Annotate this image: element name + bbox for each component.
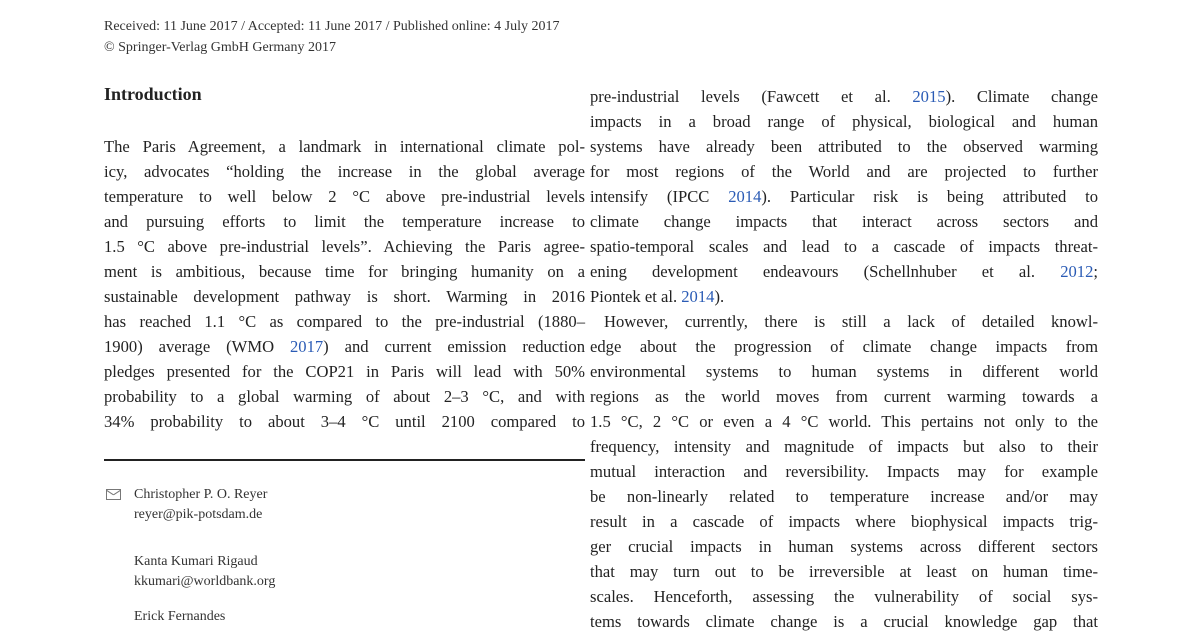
copyright: © Springer-Verlag GmbH Germany 2017: [104, 40, 336, 55]
author-1: [134, 552, 275, 592]
text-segment: tems towards climate change is a crucial knowledge gap that: [590, 612, 1098, 631]
text-segment: result in a cascade of impacts where biophysical impacts trig-: [590, 512, 1098, 531]
text-segment: However, currently, there is still a lack of detailed knowl-: [604, 312, 1098, 331]
text-line: [590, 411, 1098, 433]
author-name: Kanta Kumari Rigaud: [134, 554, 258, 569]
text-line: [590, 236, 1098, 258]
text-line: [590, 511, 1098, 533]
text-line: [590, 461, 1098, 483]
text-line: [590, 361, 1098, 383]
text-line: [104, 236, 585, 258]
text-segment: has reached 1.1 °C as compared to the pre-industrial (1880–: [104, 312, 585, 331]
text-segment: ).: [714, 287, 725, 306]
text-segment: 1.5 °C, 2 °C or even a 4 °C world. This pertains not only to the: [590, 412, 1098, 431]
text-line: [104, 186, 585, 208]
text-line: [104, 311, 585, 333]
text-segment: ;: [1093, 262, 1098, 281]
text-line: [590, 536, 1098, 558]
publication-dates: Received: 11 June 2017 / Accepted: 11 June 2017 / Published online: 4 July 2017: [104, 19, 560, 34]
text-line: [590, 336, 1098, 358]
citation-link[interactable]: 2017: [289, 337, 324, 356]
text-segment: regions as the world moves from current warming towards a: [590, 387, 1098, 406]
text-segment: 1900) average (WMO: [104, 337, 290, 356]
text-segment: icy, advocates “holding the increase in the global average: [104, 162, 585, 181]
text-segment: mutual interaction and reversibility. Impacts may for example: [590, 462, 1098, 481]
text-segment: Piontek et al.: [590, 287, 682, 306]
citation-link[interactable]: 2014: [681, 287, 715, 306]
citation-link[interactable]: 2014: [728, 187, 762, 206]
text-line: [590, 186, 1098, 208]
text-segment: probability to a global warming of about 2–3 °C, and with: [104, 387, 585, 406]
text-segment: 34% probability to about 3–4 °C until 2100 compared to: [104, 412, 585, 431]
text-line: [590, 211, 1098, 233]
text-line: [590, 161, 1098, 183]
citation-link[interactable]: 2015: [912, 87, 946, 106]
text-segment: ger crucial impacts in human systems across different sectors: [590, 537, 1098, 556]
text-segment: climate change impacts that interact across sectors and: [590, 212, 1098, 231]
text-segment: The Paris Agreement, a landmark in international climate pol-: [104, 137, 585, 156]
text-line: [590, 436, 1098, 458]
text-segment: 1.5 °C above pre-industrial levels”. Achieving the Paris agree-: [104, 237, 585, 256]
text-line: [104, 336, 585, 358]
author-name: Christopher P. O. Reyer: [134, 487, 268, 502]
text-segment: frequency, intensity and magnitude of impacts but also to their: [590, 437, 1098, 456]
text-line: [104, 361, 585, 383]
footnote-divider: [104, 459, 585, 461]
text-segment: and pursuing efforts to limit the temperature increase to: [104, 212, 585, 231]
text-segment: ) and current emission reduction: [323, 337, 585, 356]
text-line: [590, 561, 1098, 583]
text-segment: systems have already been attributed to the observed warming: [590, 137, 1098, 156]
text-segment: environmental systems to human systems in different world: [590, 362, 1098, 381]
author-name: Erick Fernandes: [134, 609, 226, 624]
section-heading: Introduction: [104, 84, 202, 104]
text-segment: spatio-temporal scales and lead to a cascade of impacts threat-: [590, 237, 1098, 256]
text-line: [104, 286, 585, 308]
text-line: [590, 136, 1098, 158]
text-line: [590, 261, 1098, 283]
text-segment: ening development endeavours (Schellnhuber et al.: [590, 262, 1061, 281]
text-segment: ment is ambitious, because time for bringing humanity on a: [104, 262, 585, 281]
text-line: [104, 161, 585, 183]
author-0: [134, 485, 267, 525]
text-line: [590, 86, 1098, 108]
text-line: [590, 586, 1098, 608]
text-segment: pledges presented for the COP21 in Paris will lead with 50%: [104, 362, 585, 381]
text-line: [590, 111, 1098, 133]
text-line: [590, 311, 1098, 333]
text-segment: for most regions of the World and are projected to further: [590, 162, 1098, 181]
text-segment: that may turn out to be irreversible at least on human time-: [590, 562, 1098, 581]
text-line: [104, 261, 585, 283]
author-email[interactable]: kkumari@worldbank.org: [134, 574, 276, 589]
text-segment: edge about the progression of climate change impacts from: [590, 337, 1098, 356]
envelope-icon: [106, 489, 121, 500]
citation-link[interactable]: 2012: [1060, 262, 1094, 281]
text-segment: ). Climate change: [945, 87, 1099, 106]
author-email[interactable]: reyer@pik-potsdam.de: [134, 507, 263, 522]
text-line: [590, 386, 1098, 408]
text-segment: impacts in a broad range of physical, biological and human: [590, 112, 1098, 131]
text-line: [590, 286, 1098, 308]
text-line: [104, 211, 585, 233]
text-segment: temperature to well below 2 °C above pre-industrial levels: [104, 187, 585, 206]
text-segment: sustainable development pathway is short. Warming in 2016: [104, 287, 585, 306]
text-segment: pre-industrial levels (Fawcett et al.: [590, 87, 913, 106]
text-segment: be non-linearly related to temperature increase and/or may: [590, 487, 1098, 506]
text-line: [104, 136, 585, 158]
author-2: [134, 607, 225, 627]
text-line: [104, 411, 585, 433]
text-segment: scales. Henceforth, assessing the vulnerability of social sys-: [590, 587, 1098, 606]
text-segment: intensify (IPCC: [590, 187, 729, 206]
text-line: [104, 386, 585, 408]
text-line: [590, 486, 1098, 508]
text-segment: ). Particular risk is being attributed to: [761, 187, 1098, 206]
